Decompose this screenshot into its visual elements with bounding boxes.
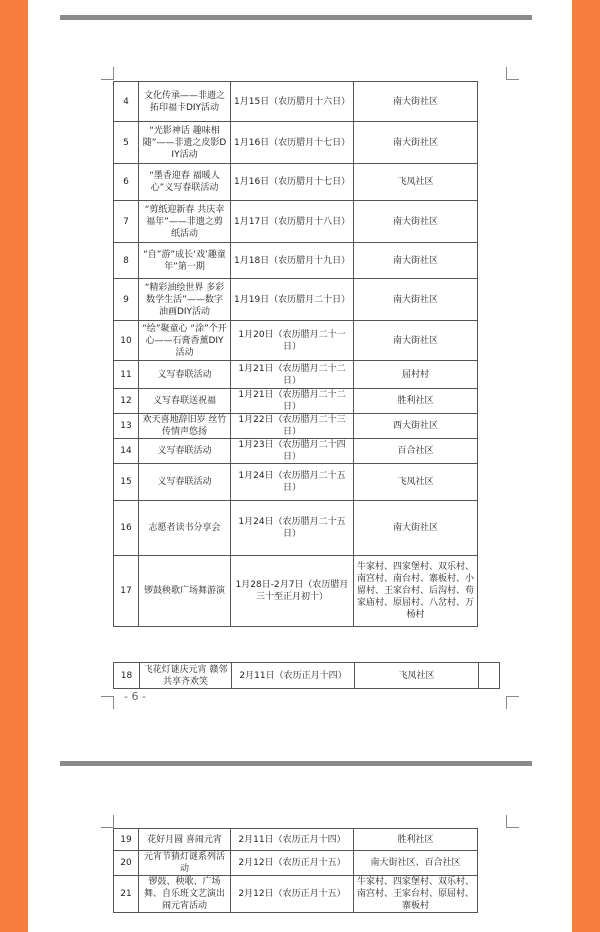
activity-name: “光影神话 趣味相随”——非遗之皮影DIY活动 bbox=[139, 122, 231, 164]
row-number: 4 bbox=[114, 82, 139, 122]
activity-name: “精彩油绘世界 多彩数学生活”——数字油画DIY活动 bbox=[139, 279, 231, 321]
activity-name: 义写春联活动 bbox=[139, 439, 231, 464]
activity-date: 2月12日（农历正月十五） bbox=[231, 876, 354, 913]
crop-mark-top-right bbox=[506, 67, 519, 80]
row-number: 11 bbox=[114, 361, 139, 389]
row-number: 16 bbox=[114, 501, 139, 556]
table-row bbox=[114, 361, 478, 389]
table-row bbox=[114, 164, 478, 201]
crop-mark-top-left bbox=[101, 67, 114, 80]
activity-date: 1月16日（农历腊月十七日） bbox=[231, 164, 354, 201]
row-number: 9 bbox=[114, 279, 139, 321]
crop-mark-bottom-left bbox=[101, 696, 114, 709]
activity-date: 2月12日（农历正月十五） bbox=[231, 851, 354, 876]
activity-location: 牛家村、四家堡村、双乐村、南宫村、王家台村、原屈村、寨板村 bbox=[354, 876, 478, 913]
table-row bbox=[114, 829, 478, 851]
activity-date: 1月17日（农历腊月十八日） bbox=[231, 201, 354, 243]
crop-mark-bottom-right bbox=[506, 696, 519, 709]
activity-location: 南大街社区 bbox=[354, 201, 478, 243]
activity-location: 飞凤社区 bbox=[354, 464, 478, 501]
activity-location: 西大街社区 bbox=[354, 414, 478, 439]
activity-location: 屈村村 bbox=[354, 361, 478, 389]
activity-name: “墨香迎春 福暖人心”义写春联活动 bbox=[139, 164, 231, 201]
activity-date: 1月18日（农历腊月十九日） bbox=[231, 243, 354, 279]
table-row bbox=[114, 321, 478, 361]
row-number: 15 bbox=[114, 464, 139, 501]
table-row bbox=[114, 243, 478, 279]
activity-date: 1月23日（农历腊月二十四日） bbox=[231, 439, 354, 464]
left-orange-border bbox=[0, 0, 28, 932]
table-row bbox=[114, 439, 478, 464]
activity-name: 义写春联活动 bbox=[139, 361, 231, 389]
row-number: 7 bbox=[114, 201, 139, 243]
activity-name: “绘”聚童心 “涂”个开心——石膏香薰DIY活动 bbox=[139, 321, 231, 361]
activity-date: 2月11日（农历正月十四） bbox=[232, 663, 355, 688]
table-row bbox=[114, 464, 478, 501]
empty-cell bbox=[479, 663, 499, 688]
row-number: 12 bbox=[114, 389, 139, 414]
activity-name: 飞花灯谜庆元宵 赣邻共享齐欢笑 bbox=[140, 663, 232, 688]
activity-name: 义写春联送祝福 bbox=[139, 389, 231, 414]
schedule-table-page-2 bbox=[113, 828, 478, 913]
activity-location: 南大街社区 bbox=[354, 279, 478, 321]
row-number: 17 bbox=[114, 556, 139, 627]
table-row bbox=[114, 501, 478, 556]
activity-date: 1月19日（农历腊月二十日） bbox=[231, 279, 354, 321]
right-orange-border bbox=[572, 0, 600, 932]
activity-date: 1月24日（农历腊月二十五日） bbox=[231, 501, 354, 556]
table-row bbox=[114, 556, 478, 627]
activity-location: 牛家村、四家堡村、双乐村、南宫村、南台村、寨板村、小留村、王家台村、后沟村、苟家庙村、原屈村、八岔村、万杨村 bbox=[354, 556, 478, 627]
activity-location: 胜利社区 bbox=[354, 389, 478, 414]
activity-name: 文化传承——非遗之拓印福卡DIY活动 bbox=[139, 82, 231, 122]
table-row bbox=[114, 279, 478, 321]
row-number: 13 bbox=[114, 414, 139, 439]
activity-location: 南大街社区 bbox=[354, 122, 478, 164]
table-row bbox=[114, 82, 478, 122]
activity-date: 1月28日-2月7日（农历腊月三十至正月初十） bbox=[231, 556, 354, 627]
table-row bbox=[113, 662, 500, 689]
row-number: 14 bbox=[114, 439, 139, 464]
table-row bbox=[114, 201, 478, 243]
table-row bbox=[114, 851, 478, 876]
activity-name: 欢天喜地辞旧岁 丝竹传情声悠扬 bbox=[139, 414, 231, 439]
activity-name: 花好月圆 喜闹元宵 bbox=[139, 829, 231, 851]
activity-date: 1月24日（农历腊月二十五日） bbox=[231, 464, 354, 501]
crop-mark-top-right-page2 bbox=[506, 815, 519, 828]
table-row bbox=[114, 122, 478, 164]
row-number: 10 bbox=[114, 321, 139, 361]
row-number: 20 bbox=[114, 851, 139, 876]
activity-name: “自”游”成长‘戏’趣童年”第一期 bbox=[139, 243, 231, 279]
activity-name: 元宵节猜灯谜系列活动 bbox=[139, 851, 231, 876]
page-number: - 6 - bbox=[124, 690, 146, 703]
row-number: 19 bbox=[114, 829, 139, 851]
activity-name: 义写春联活动 bbox=[139, 464, 231, 501]
activity-name: 锣鼓、秧歌、广场舞、自乐班文艺演出闹元宵活动 bbox=[139, 876, 231, 913]
activity-location: 胜利社区 bbox=[354, 829, 478, 851]
activity-name: “剪纸迎新春 共庆幸福年”——非遗之剪纸活动 bbox=[139, 201, 231, 243]
table-row bbox=[114, 876, 478, 913]
activity-date: 1月21日（农历腊月二十二日） bbox=[231, 361, 354, 389]
activity-location: 飞凤社区 bbox=[354, 164, 478, 201]
activity-date: 1月15日（农历腊月十六日） bbox=[231, 82, 354, 122]
activity-name: 锣鼓秧歌广场舞游演 bbox=[139, 556, 231, 627]
activity-location: 南大街社区 bbox=[354, 321, 478, 361]
row-number: 18 bbox=[114, 663, 140, 688]
table-row bbox=[114, 389, 478, 414]
row-number: 21 bbox=[114, 876, 139, 913]
activity-location: 南大街社区、百合社区 bbox=[354, 851, 478, 876]
activity-date: 1月20日（农历腊月二十一日） bbox=[231, 321, 354, 361]
crop-mark-top-left-page2 bbox=[101, 815, 114, 828]
activity-location: 南大街社区 bbox=[354, 501, 478, 556]
page-separator-top bbox=[60, 15, 532, 20]
activity-location: 飞凤社区 bbox=[355, 663, 479, 688]
activity-date: 1月16日（农历腊月十七日） bbox=[231, 122, 354, 164]
activity-name: 志愿者读书分享会 bbox=[139, 501, 231, 556]
activity-date: 1月21日（农历腊月二十二日） bbox=[231, 389, 354, 414]
activity-location: 南大街社区 bbox=[354, 82, 478, 122]
row-number: 8 bbox=[114, 243, 139, 279]
row-number: 6 bbox=[114, 164, 139, 201]
row-number: 5 bbox=[114, 122, 139, 164]
activity-location: 百合社区 bbox=[354, 439, 478, 464]
table-row bbox=[114, 414, 478, 439]
schedule-table-page-1 bbox=[113, 81, 478, 627]
activity-date: 2月11日（农历正月十四） bbox=[231, 829, 354, 851]
activity-date: 1月22日（农历腊月二十三日） bbox=[231, 414, 354, 439]
page-separator-middle bbox=[60, 761, 532, 766]
activity-location: 南大街社区 bbox=[354, 243, 478, 279]
